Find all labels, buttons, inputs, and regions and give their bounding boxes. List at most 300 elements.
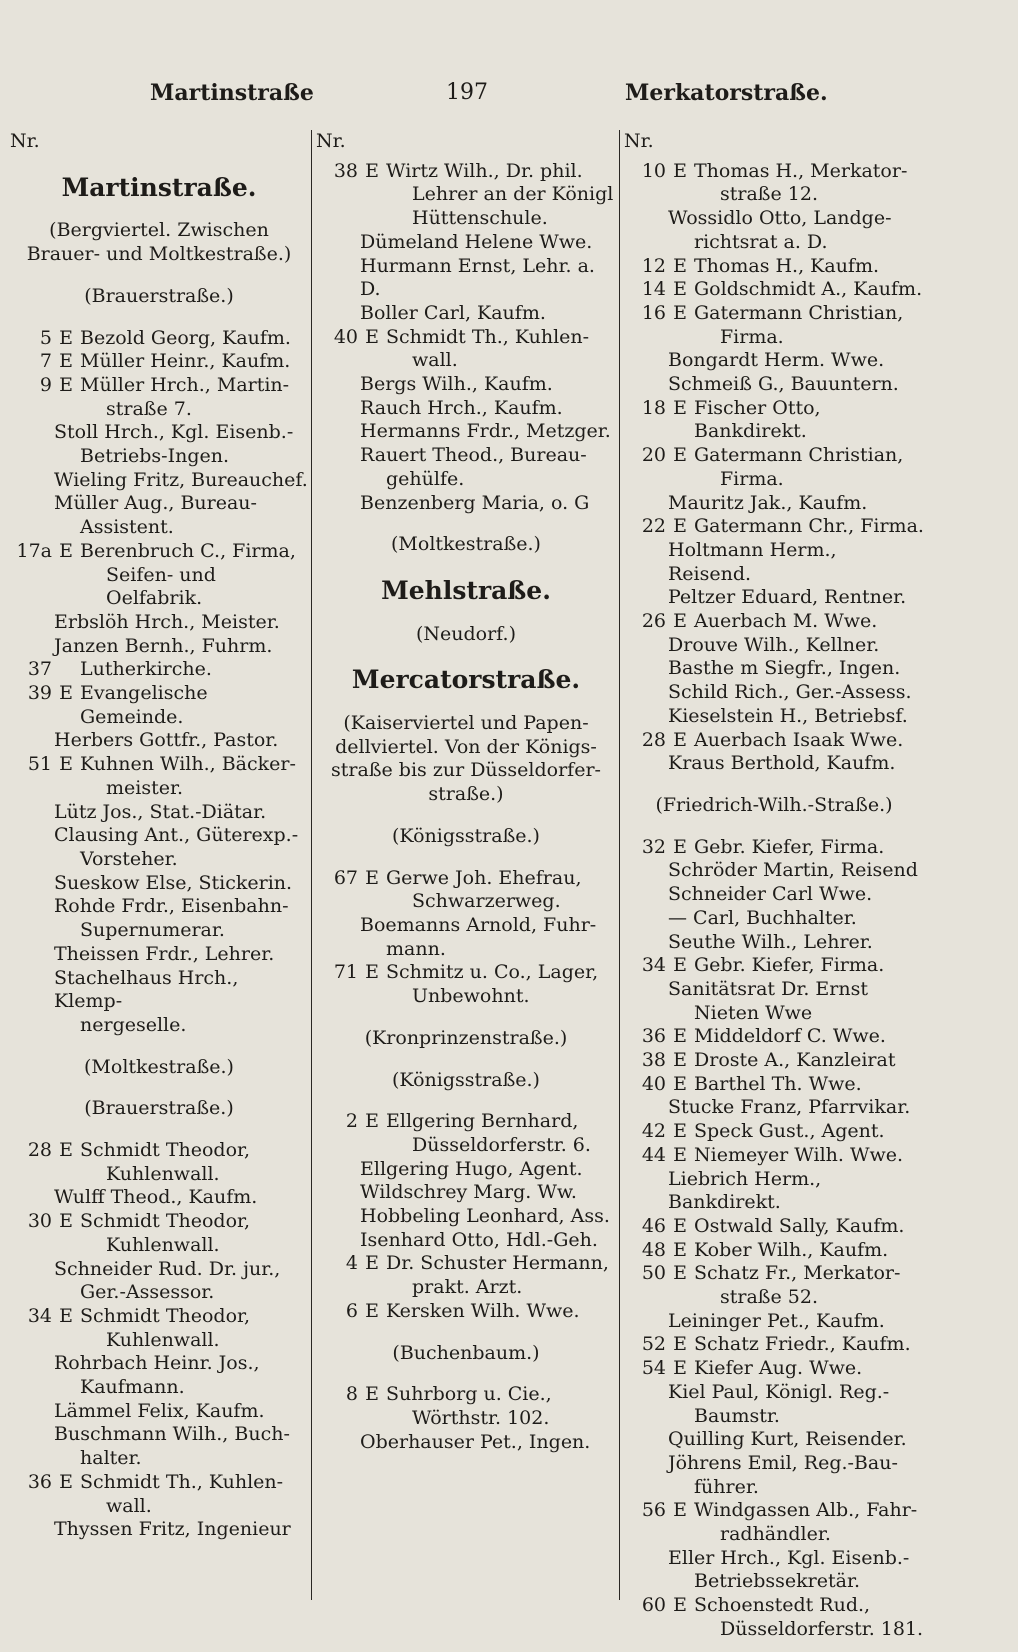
owner-mark: E — [673, 1025, 687, 1048]
resident-line: Müller Heinr., Kaufm. — [80, 350, 291, 373]
house-entry — [624, 1049, 924, 1073]
owner-mark: E — [673, 1238, 687, 1261]
owner-mark: E — [365, 1299, 379, 1322]
resident-text — [694, 1215, 924, 1239]
resident-line: Leininger Pet., Kaufm. — [668, 1309, 885, 1332]
resident-entry — [624, 349, 924, 373]
resident-line: Lutherkirche. — [80, 658, 212, 681]
resident-line: Rauch Hrch., Kaufm. — [360, 396, 563, 419]
resident-line: Middeldorf C. Wwe. — [694, 1025, 886, 1048]
house-number: 36 — [27, 1470, 52, 1493]
house-number: 42 — [641, 1120, 666, 1143]
house-number: 17a — [16, 539, 52, 562]
house-number: 2 — [345, 1110, 358, 1133]
resident-text — [694, 1499, 924, 1546]
resident-text — [694, 444, 924, 491]
resident-line: Schmidt Theodor, — [80, 1304, 251, 1327]
resident-line: Wörthstr. 102. — [412, 1406, 550, 1429]
house-entry — [10, 350, 308, 374]
resident-entry — [316, 255, 616, 302]
resident-text — [694, 1594, 924, 1641]
resident-line: Kuhlenwall. — [106, 1328, 220, 1351]
house-entry — [624, 1073, 924, 1097]
resident-line: Bergs Wilh., Kaufm. — [360, 373, 553, 396]
resident-line: Stucke Franz, Pfarrvikar. — [668, 1096, 911, 1119]
resident-line: Dr. Schuster Hermann, — [386, 1252, 609, 1275]
resident-line: führer. — [694, 1475, 759, 1498]
resident-text — [694, 1239, 924, 1263]
resident-entry — [624, 907, 924, 931]
resident-line: Hüttenschule. — [412, 207, 548, 230]
page-header — [0, 80, 1018, 116]
house-number: 34 — [27, 1304, 52, 1327]
resident-line: Schröder Martin, Reisend — [668, 859, 918, 882]
house-number: 34 — [641, 954, 666, 977]
resident-line: Evangelische Gemeinde. — [80, 682, 208, 728]
owner-mark: E — [59, 373, 73, 396]
resident-entry — [10, 1258, 308, 1305]
resident-entry — [624, 1381, 924, 1428]
house-entry — [316, 160, 616, 231]
owner-mark: E — [59, 350, 73, 373]
note-line: Brauer- und Moltkestraße.) — [26, 243, 292, 266]
resident-text — [386, 326, 616, 373]
resident-line: Schoenstedt Rud., — [694, 1594, 871, 1617]
resident-entry — [624, 1547, 924, 1594]
resident-line: Holtmann Herm., Reisend. — [668, 538, 837, 585]
resident-entry — [316, 492, 616, 516]
resident-entry — [10, 1400, 308, 1424]
house-number: 22 — [641, 515, 666, 538]
house-entry — [316, 1252, 616, 1299]
resident-line: Buschmann Wilh., Buch- — [54, 1423, 290, 1446]
resident-line: Dümeland Helene Wwe. — [360, 230, 593, 253]
owner-mark: E — [365, 1252, 379, 1275]
house-entry — [624, 954, 924, 978]
owner-mark: E — [673, 1049, 687, 1072]
house-entry — [624, 1120, 924, 1144]
resident-line: Firma. — [720, 467, 784, 490]
resident-line: Gebr. Kiefer, Firma. — [694, 835, 885, 858]
owner-mark: E — [673, 254, 687, 277]
cross-street: (Moltkestraße.) — [84, 1055, 234, 1078]
house-number: 67 — [333, 866, 358, 889]
house-number: 12 — [641, 254, 666, 277]
owner-mark: E — [673, 954, 687, 977]
resident-text — [80, 1139, 308, 1186]
resident-entry — [10, 1352, 308, 1399]
resident-text — [80, 1210, 308, 1257]
resident-line: Ger.-Assessor. — [80, 1281, 215, 1304]
resident-entry — [316, 1229, 616, 1253]
resident-entry — [316, 302, 616, 326]
resident-entry — [624, 634, 924, 658]
resident-line: Kersken Wilh. Wwe. — [386, 1299, 580, 1322]
owner-mark: E — [673, 1214, 687, 1237]
owner-mark: E — [59, 1304, 73, 1327]
resident-line: straße 52. — [720, 1286, 818, 1309]
resident-line: Bezold Georg, Kaufm. — [80, 326, 291, 349]
resident-line: Mauritz Jak., Kaufm. — [668, 491, 868, 514]
resident-text — [80, 374, 308, 421]
house-number: 20 — [641, 444, 666, 467]
resident-line: Fischer Otto, Bankdirekt. — [694, 396, 821, 443]
resident-line: Nieten Wwe — [694, 1001, 813, 1024]
house-entry — [10, 540, 308, 611]
cross-street: (Brauerstraße.) — [84, 1097, 234, 1120]
resident-entry — [10, 421, 308, 468]
house-number: 54 — [641, 1357, 666, 1380]
resident-line: prakt. Arzt. — [412, 1276, 523, 1299]
resident-line: Oberhauser Pet., Ingen. — [360, 1430, 591, 1453]
cross-street: (Buchenbaum.) — [392, 1341, 540, 1364]
house-entry — [624, 1499, 924, 1546]
house-number: 38 — [641, 1049, 666, 1072]
resident-text — [694, 1120, 924, 1144]
house-entry — [10, 1210, 308, 1257]
resident-line: Herbers Gottfr., Pastor. — [54, 729, 279, 752]
street-heading: Mehlstraße. — [381, 575, 551, 605]
resident-line: Sanitätsrat Dr. Ernst — [668, 977, 868, 1000]
resident-line: Firma. — [720, 325, 784, 348]
resident-entry — [316, 914, 616, 961]
house-entry — [10, 1139, 308, 1186]
house-number: 28 — [641, 728, 666, 751]
resident-line: Niemeyer Wilh. Wwe. — [694, 1143, 904, 1166]
owner-mark: E — [365, 866, 379, 889]
cross-street: (Kronprinzenstraße.) — [364, 1026, 568, 1049]
resident-line: Theissen Frdr., Lehrer. — [54, 942, 275, 965]
resident-line: Speck Gust., Agent. — [694, 1120, 885, 1143]
resident-line: Boemanns Arnold, Fuhr- — [360, 913, 597, 936]
resident-line: Barthel Th. Wwe. — [694, 1072, 862, 1095]
resident-line: Erbslöh Hrch., Meister. — [54, 610, 280, 633]
resident-line: Seifen- und Oelfabrik. — [106, 563, 216, 610]
resident-line: Lütz Jos., Stat.-Diätar. — [54, 800, 267, 823]
resident-text — [80, 658, 308, 682]
owner-mark: E — [59, 326, 73, 349]
resident-entry — [624, 883, 924, 907]
resident-line: Schatz Friedr., Kaufm. — [694, 1333, 911, 1356]
house-entry — [624, 444, 924, 491]
resident-line: Kiel Paul, Königl. Reg.- — [668, 1380, 890, 1403]
resident-text — [694, 160, 924, 207]
cross-street: (Friedrich-Wilh.-Straße.) — [655, 793, 893, 816]
resident-line: Basthe m Siegfr., Ingen. — [668, 657, 901, 680]
resident-text — [80, 327, 308, 351]
house-entry — [316, 867, 616, 914]
resident-line: Stachelhaus Hrch., Klemp- — [54, 966, 239, 1013]
resident-line: Schild Rich., Ger.-Assess. — [668, 681, 912, 704]
owner-mark: E — [673, 159, 687, 182]
house-number: 6 — [345, 1299, 358, 1322]
resident-entry — [624, 1452, 924, 1499]
resident-entry — [624, 931, 924, 955]
resident-text — [80, 1471, 308, 1518]
resident-text — [694, 1144, 924, 1168]
resident-entry — [10, 967, 308, 1038]
resident-entry — [624, 859, 924, 883]
house-entry — [316, 1383, 616, 1430]
resident-line: Ellgering Bernhard, — [386, 1110, 579, 1133]
owner-mark: E — [673, 278, 687, 301]
cross-street: (Brauerstraße.) — [84, 284, 234, 307]
resident-line: Seuthe Wilh., Lehrer. — [668, 930, 873, 953]
resident-line: Hermanns Frdr., Metzger. — [360, 420, 611, 443]
house-entry — [624, 255, 924, 279]
house-number: 37 — [27, 658, 52, 681]
note-line: straße bis zur Düsseldorfer- — [331, 759, 601, 782]
resident-entry — [624, 978, 924, 1025]
resident-line: Jöhrens Emil, Reg.-Bau- — [668, 1451, 898, 1474]
resident-entry — [316, 1205, 616, 1229]
resident-line: Gatermann Chr., Firma. — [694, 515, 924, 538]
resident-line: Kraus Berthold, Kaufm. — [668, 752, 896, 775]
resident-line: Drouve Wilh., Kellner. — [668, 633, 880, 656]
house-number: 46 — [641, 1214, 666, 1237]
owner-mark: E — [673, 1333, 687, 1356]
resident-text — [694, 397, 924, 444]
resident-line: Assistent. — [80, 516, 174, 539]
resident-entry — [624, 539, 924, 586]
house-entry — [624, 278, 924, 302]
street-note — [316, 712, 616, 807]
resident-line: Gerwe Joh. Ehefrau, — [386, 866, 582, 889]
resident-entry — [10, 943, 308, 967]
house-number: 51 — [27, 753, 52, 776]
resident-line: Auerbach Isaak Wwe. — [694, 728, 904, 751]
house-entry — [624, 1333, 924, 1357]
resident-line: Quilling Kurt, Reisender. — [668, 1428, 907, 1451]
resident-text — [386, 961, 616, 1008]
resident-line: Betriebssekretär. — [694, 1570, 860, 1593]
resident-line: wall. — [412, 349, 458, 372]
resident-line: meister. — [106, 776, 184, 799]
street-note — [10, 219, 308, 266]
resident-line: Clausing Ant., Güterexp.- — [54, 824, 299, 847]
resident-line: Müller Hrch., Martin- — [80, 373, 290, 396]
owner-mark: E — [59, 1210, 73, 1233]
owner-mark: E — [59, 1139, 73, 1162]
house-number: 8 — [345, 1383, 358, 1406]
house-number: 56 — [641, 1499, 666, 1522]
resident-line: Rohde Frdr., Eisenbahn- — [54, 895, 289, 918]
house-entry — [10, 658, 308, 682]
house-entry — [316, 1300, 616, 1324]
house-number: 26 — [641, 610, 666, 633]
note-line: dellviertel. Von der Königs- — [335, 735, 597, 758]
house-number: 44 — [641, 1143, 666, 1166]
resident-text — [694, 1073, 924, 1097]
resident-line: Baumstr. — [694, 1404, 780, 1427]
resident-text — [694, 1049, 924, 1073]
resident-entry — [316, 373, 616, 397]
resident-line: Schmitz u. Co., Lager, — [386, 961, 599, 984]
resident-line: Thomas H., Kaufm. — [694, 254, 880, 277]
house-number: 18 — [641, 396, 666, 419]
resident-line: Kieselstein H., Betriebsf. — [668, 704, 908, 727]
house-number: 40 — [641, 1072, 666, 1095]
resident-line: Kaufmann. — [80, 1376, 185, 1399]
resident-entry — [624, 1096, 924, 1120]
resident-text — [694, 1025, 924, 1049]
resident-entry — [10, 824, 308, 871]
resident-entry — [10, 1186, 308, 1210]
resident-entry — [316, 444, 616, 491]
resident-text — [386, 1383, 616, 1430]
resident-line: straße 7. — [106, 397, 192, 420]
resident-text — [80, 540, 308, 611]
resident-line: Vorsteher. — [80, 847, 178, 870]
resident-entry — [10, 801, 308, 825]
note-line: (Kaiserviertel und Papen- — [343, 712, 589, 735]
resident-text — [386, 1252, 616, 1299]
resident-entry — [10, 1518, 308, 1542]
resident-text — [694, 610, 924, 634]
house-entry — [316, 326, 616, 373]
column-divider — [619, 130, 620, 1600]
resident-line: Lämmel Felix, Kaufm. — [54, 1399, 265, 1422]
nr-label: Nr. — [624, 130, 654, 152]
resident-line: Ostwald Sally, Kaufm. — [694, 1214, 905, 1237]
resident-line: Gatermann Christian, — [694, 301, 904, 324]
resident-line: Wildschrey Marg. Ww. — [360, 1181, 577, 1204]
resident-entry — [316, 1431, 616, 1455]
resident-entry — [10, 729, 308, 753]
note-line: (Bergviertel. Zwischen — [49, 219, 269, 242]
resident-entry — [624, 1428, 924, 1452]
house-number: 71 — [333, 961, 358, 984]
resident-line: Droste A., Kanzleirat — [694, 1049, 896, 1072]
resident-line: straße 12. — [720, 183, 818, 206]
resident-entry — [316, 231, 616, 255]
resident-line: Auerbach M. Wwe. — [694, 610, 878, 633]
resident-line: Windgassen Alb., Fahr- — [694, 1499, 918, 1522]
nr-label: Nr. — [10, 130, 40, 152]
house-entry — [624, 397, 924, 444]
resident-line: Isenhard Otto, Hdl.-Geh. — [360, 1228, 598, 1251]
resident-text — [694, 729, 924, 753]
resident-text — [80, 350, 308, 374]
resident-text — [694, 954, 924, 978]
house-entry — [624, 1594, 924, 1641]
resident-line: Rauert Theod., Bureau- — [360, 444, 587, 467]
house-entry — [316, 961, 616, 1008]
resident-line: Sueskow Else, Stickerin. — [54, 871, 293, 894]
house-number: 7 — [39, 350, 52, 373]
cross-street: (Königsstraße.) — [392, 1068, 540, 1091]
resident-entry — [10, 492, 308, 539]
resident-line: Wossidlo Otto, Landge- — [668, 207, 892, 230]
house-entry — [624, 1262, 924, 1309]
note-line: (Neudorf.) — [415, 622, 516, 645]
resident-text — [694, 1357, 924, 1381]
house-entry — [624, 836, 924, 860]
resident-text — [386, 1110, 616, 1157]
resident-line: Supernumerar. — [80, 919, 225, 942]
resident-entry — [624, 752, 924, 776]
house-entry — [624, 515, 924, 539]
resident-line: Schatz Fr., Merkator- — [694, 1262, 901, 1285]
resident-line: Suhrborg u. Cie., — [386, 1383, 552, 1406]
resident-line: Rohrbach Heinr. Jos., — [54, 1352, 260, 1375]
resident-line: Stoll Hrch., Kgl. Eisenb.- — [54, 421, 294, 444]
resident-line: radhändler. — [720, 1523, 831, 1546]
house-number: 40 — [333, 325, 358, 348]
house-entry — [624, 1215, 924, 1239]
owner-mark: E — [673, 1120, 687, 1143]
resident-line: Hurmann Ernst, Lehr. a. D. — [360, 254, 595, 301]
house-number: 10 — [641, 159, 666, 182]
resident-line: Peltzer Eduard, Rentner. — [668, 586, 907, 609]
house-entry — [10, 753, 308, 800]
resident-line: Gatermann Christian, — [694, 444, 904, 467]
resident-entry — [10, 611, 308, 635]
house-entry — [10, 327, 308, 351]
header-right-street: Merkatorstraße. — [625, 80, 828, 106]
resident-text — [694, 836, 924, 860]
resident-entry — [624, 681, 924, 705]
house-number: 36 — [641, 1025, 666, 1048]
house-number: 30 — [27, 1210, 52, 1233]
column-2 — [316, 130, 616, 1454]
column-1 — [10, 130, 308, 1542]
resident-line: Schmidt Theodor, — [80, 1210, 251, 1233]
resident-line: Unbewohnt. — [412, 985, 530, 1008]
house-number: 9 — [39, 373, 52, 396]
house-number: 52 — [641, 1333, 666, 1356]
resident-line: Wieling Fritz, Bureauchef. — [54, 468, 308, 491]
resident-line: Kuhlenwall. — [106, 1233, 220, 1256]
resident-line: Ellgering Hugo, Agent. — [360, 1157, 583, 1180]
resident-text — [694, 302, 924, 349]
resident-entry — [624, 1310, 924, 1334]
owner-mark: E — [673, 610, 687, 633]
owner-mark: E — [673, 1594, 687, 1617]
resident-entry — [624, 705, 924, 729]
resident-line: Hobbeling Leonhard, Ass. — [360, 1205, 610, 1228]
owner-mark: E — [365, 325, 379, 348]
house-entry — [624, 1144, 924, 1168]
house-number: 5 — [39, 326, 52, 349]
resident-line: Boller Carl, Kaufm. — [360, 301, 546, 324]
resident-line: mann. — [386, 937, 446, 960]
cross-street: (Moltkestraße.) — [391, 533, 541, 556]
resident-line: Kuhlenwall. — [106, 1162, 220, 1185]
resident-entry — [624, 586, 924, 610]
owner-mark: E — [673, 1262, 687, 1285]
resident-line: Gebr. Kiefer, Firma. — [694, 954, 885, 977]
resident-line: Lehrer an der Königl — [412, 183, 614, 206]
resident-line: — Carl, Buchhalter. — [668, 906, 857, 929]
resident-line: Janzen Bernh., Fuhrm. — [54, 634, 273, 657]
resident-line: richtsrat a. D. — [694, 230, 828, 253]
resident-text — [694, 278, 924, 302]
resident-line: Schmeiß G., Bauuntern. — [668, 373, 899, 396]
resident-line: Goldschmidt A., Kaufm. — [694, 278, 923, 301]
resident-text — [694, 255, 924, 279]
resident-line: Düsseldorferstr. 181. — [720, 1617, 924, 1640]
house-number: 32 — [641, 835, 666, 858]
owner-mark: E — [365, 159, 379, 182]
resident-text — [80, 1305, 308, 1352]
resident-entry — [10, 469, 308, 493]
resident-entry — [10, 895, 308, 942]
owner-mark: E — [673, 1143, 687, 1166]
owner-mark: E — [673, 728, 687, 751]
owner-mark: E — [673, 515, 687, 538]
resident-entry — [624, 492, 924, 516]
